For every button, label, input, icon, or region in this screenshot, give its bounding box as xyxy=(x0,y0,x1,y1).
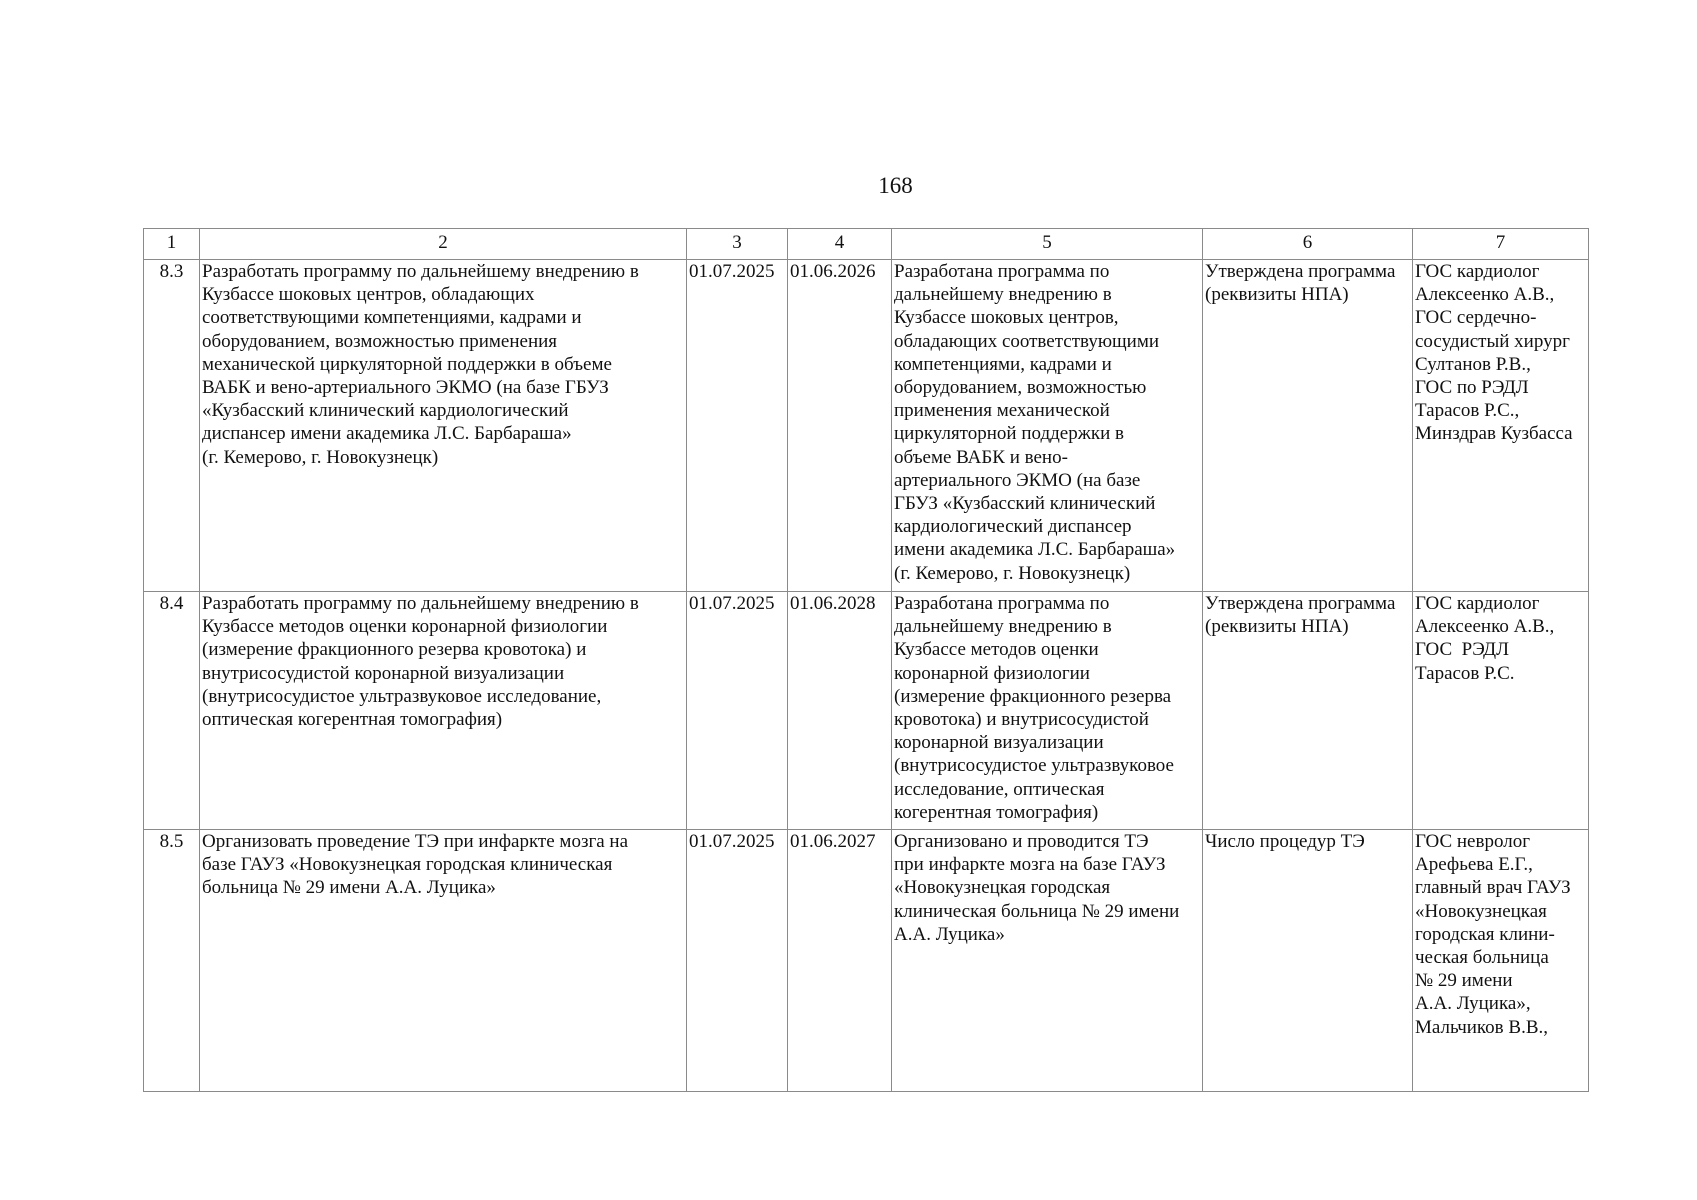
result-line: Кузбассе шоковых центров, xyxy=(894,307,1119,329)
result-line: коронарной визуализации xyxy=(894,732,1104,754)
responsible-line: ГОС невролог xyxy=(1415,831,1530,852)
header-cell-3: 3 xyxy=(687,229,788,260)
result-line: кардиологический диспансер xyxy=(894,516,1132,538)
result-line: исследование, оптическая xyxy=(894,778,1105,800)
task-line: Разработать программу по дальнейшему внедрению в xyxy=(202,261,639,282)
responsible-line: Алексеенко А.В., xyxy=(1415,616,1555,638)
responsible-line: № 29 имени xyxy=(1415,970,1513,992)
result-line: А.А. Луцика» xyxy=(894,923,1005,945)
responsible-line: ГОС РЭДЛ xyxy=(1415,639,1509,661)
responsible-cell xyxy=(1413,260,1589,592)
result-line: (измерение фракционного резерва xyxy=(894,685,1172,707)
responsible-line: ГОС сердечно- xyxy=(1415,307,1537,329)
task-cell xyxy=(200,830,687,1092)
start-date: 01.07.2025 xyxy=(687,830,788,1092)
header-cell-5: 5 xyxy=(892,229,1203,260)
task-line: Организовать проведение ТЭ при инфаркте мозга на xyxy=(202,831,629,852)
result-line: при инфаркте мозга на базе ГАУЗ xyxy=(894,854,1166,876)
start-date: 01.07.2025 xyxy=(687,592,788,830)
responsible-line: ческая больница xyxy=(1415,947,1549,969)
responsible-line: А.А. Луцика», xyxy=(1415,993,1531,1015)
task-line: (г. Кемерово, г. Новокузнецк) xyxy=(202,446,439,468)
indicator-line: Утверждена программа xyxy=(1205,261,1396,282)
header-cell-1: 1 xyxy=(144,229,200,260)
result-line: «Новокузнецкая городская xyxy=(894,877,1111,899)
result-line: дальнейшему внедрению в xyxy=(894,616,1112,638)
result-line: (внутрисосудистое ультразвуковое xyxy=(894,755,1174,777)
item-number: 8.3 xyxy=(144,260,200,592)
result-line: когерентная томография) xyxy=(894,801,1099,823)
page-number: 168 xyxy=(878,173,913,198)
task-line: больница № 29 имени А.А. Луцика» xyxy=(202,877,496,899)
result-line: оборудованием, возможностью xyxy=(894,377,1147,399)
header-cell-4: 4 xyxy=(788,229,892,260)
result-line: объеме ВАБК и вено- xyxy=(894,446,1068,468)
responsible-line: ГОС кардиолог xyxy=(1415,261,1540,282)
task-line: Кузбассе шоковых центров, обладающих xyxy=(202,284,535,306)
responsible-line: Султанов Р.В., xyxy=(1415,353,1531,375)
start-date: 01.07.2025 xyxy=(687,260,788,592)
task-line: Разработать программу по дальнейшему внедрению в xyxy=(202,593,639,614)
end-date: 01.06.2027 xyxy=(788,830,892,1092)
responsible-line: Тарасов Р.С. xyxy=(1415,662,1515,684)
responsible-line: главный врач ГАУЗ xyxy=(1415,877,1571,899)
result-line: клиническая больница № 29 имени xyxy=(894,900,1180,922)
responsible-cell xyxy=(1413,592,1589,830)
result-cell xyxy=(892,260,1203,592)
task-line: соответствующими компетенциями, кадрами и xyxy=(202,307,582,329)
responsible-line: Арефьева Е.Г., xyxy=(1415,854,1533,876)
header-cell-7: 7 xyxy=(1413,229,1589,260)
result-line: (г. Кемерово, г. Новокузнецк) xyxy=(894,562,1131,584)
task-line: механической циркуляторной поддержки в объеме xyxy=(202,353,612,375)
task-cell xyxy=(200,260,687,592)
task-line: оптическая когерентная томография) xyxy=(202,709,503,731)
task-line: базе ГАУЗ «Новокузнецкая городская клиническая xyxy=(202,854,613,876)
result-line: Разработана программа по xyxy=(894,593,1110,614)
task-line: (измерение фракционного резерва кровотока) и xyxy=(202,639,587,661)
responsible-line: Мальчиков В.В., xyxy=(1415,1016,1548,1038)
task-line: ВАБК и вено-артериального ЭКМО (на базе ГБУЗ xyxy=(202,377,609,399)
responsible-cell xyxy=(1413,830,1589,1092)
result-line: ГБУЗ «Кузбасский клинический xyxy=(894,493,1156,515)
result-line: имени академика Л.С. Барбараша» xyxy=(894,539,1176,561)
result-cell xyxy=(892,830,1203,1092)
task-cell xyxy=(200,592,687,830)
header-cell-2: 2 xyxy=(200,229,687,260)
result-line: Разработана программа по xyxy=(894,261,1110,282)
indicator-line: (реквизиты НПА) xyxy=(1205,616,1349,638)
result-line: кровотока) и внутрисосудистой xyxy=(894,709,1149,731)
task-line: «Кузбасский клинический кардиологический xyxy=(202,400,569,422)
result-line: Организовано и проводится ТЭ xyxy=(894,831,1149,852)
table-row xyxy=(144,260,1589,592)
measures-table xyxy=(143,228,1589,1092)
header-cell-6: 6 xyxy=(1203,229,1413,260)
indicator-line: (реквизиты НПА) xyxy=(1205,284,1349,306)
result-line: циркуляторной поддержки в xyxy=(894,423,1124,445)
responsible-line: «Новокузнецкая xyxy=(1415,900,1547,922)
responsible-line: сосудистый хирург xyxy=(1415,330,1570,352)
result-line: дальнейшему внедрению в xyxy=(894,284,1112,306)
indicator-cell xyxy=(1203,830,1413,1092)
end-date: 01.06.2026 xyxy=(788,260,892,592)
end-date: 01.06.2028 xyxy=(788,592,892,830)
result-line: Кузбассе методов оценки xyxy=(894,639,1099,661)
task-line: (внутрисосудистое ультразвуковое исследование, xyxy=(202,685,602,707)
table-row xyxy=(144,830,1589,1092)
responsible-line: ГОС кардиолог xyxy=(1415,593,1540,614)
indicator-line: Утверждена программа xyxy=(1205,593,1396,614)
result-line: обладающих соответствующими xyxy=(894,330,1160,352)
header-row xyxy=(144,229,1589,260)
indicator-cell xyxy=(1203,260,1413,592)
task-line: Кузбассе методов оценки коронарной физиологии xyxy=(202,616,608,638)
table-row xyxy=(144,592,1589,830)
indicator-cell xyxy=(1203,592,1413,830)
responsible-line: Тарасов Р.С., xyxy=(1415,400,1520,422)
indicator-line: Число процедур ТЭ xyxy=(1205,831,1365,852)
task-line: оборудованием, возможностью применения xyxy=(202,330,558,352)
item-number: 8.4 xyxy=(144,592,200,830)
result-cell xyxy=(892,592,1203,830)
result-line: коронарной физиологии xyxy=(894,662,1090,684)
item-number: 8.5 xyxy=(144,830,200,1092)
result-line: артериального ЭКМО (на базе xyxy=(894,469,1141,491)
result-line: применения механической xyxy=(894,400,1110,422)
task-line: диспансер имени академика Л.С. Барбараша» xyxy=(202,423,572,445)
responsible-line: Алексеенко А.В., xyxy=(1415,284,1555,306)
task-line: внутрисосудистой коронарной визуализации xyxy=(202,662,565,684)
responsible-line: городская клини- xyxy=(1415,923,1555,945)
responsible-line: Минздрав Кузбасса xyxy=(1415,423,1573,445)
result-line: компетенциями, кадрами и xyxy=(894,353,1112,375)
responsible-line: ГОС по РЭДЛ xyxy=(1415,377,1529,399)
